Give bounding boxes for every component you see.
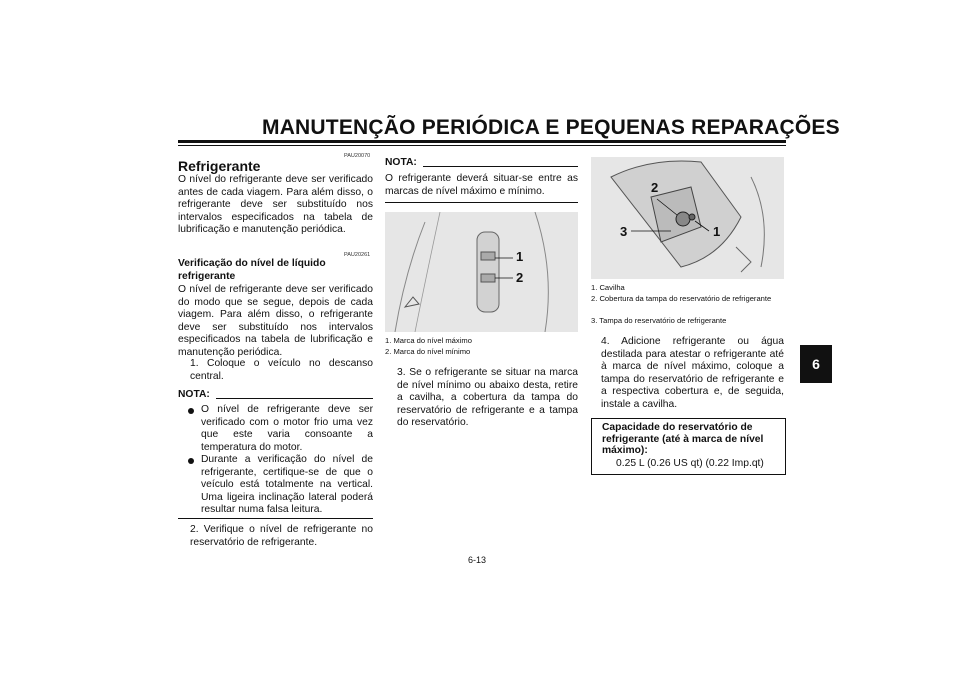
nota-bullet-2: Durante a verificação do nível de refrigerante, certifique-se de que o veículo está totalmente na vertical. Uma ligeira inclinação lateral poderá resultar numa falsa leitura. [201,454,373,516]
chapter-tab: 6 [800,345,832,383]
figure-caption: 1. Marca do nível máximo [385,336,472,345]
nota-bullet-1: O nível de refrigerante deve ser verificado com o motor frio uma vez que este varia consoante a temperatura do motor. [201,404,373,453]
page-title: MANUTENÇÃO PERIÓDICA E PEQUENAS REPARAÇÕES [262,116,840,139]
figure-caption: 2. Cobertura da tampa do reservatório de refrigerante [591,294,772,303]
figure-label: 2 [516,270,524,285]
header-rule-thick [178,140,786,143]
check-paragraph: O nível de refrigerante deve ser verificado do modo que se segue, depois de cada viagem. Para além disso, o refrigerante deve ser substituído nos intervalos especificados na tabela de lubrificação e manutenção periódica. [178,284,373,358]
step-3: 3. Se o refrigerante se situar na marca de nível mínimo ou abaixo desta, retire a cavilha, a cobertura da tampa do reservatório de refrigerante e a tampa do reservatório. [397,367,578,429]
subsection-heading: Verificação do nível de líquido refrigerante [178,258,326,282]
figure-label: 1 [516,249,524,264]
nota-end-rule [178,518,373,519]
nota-label: NOTA: [178,389,210,400]
step-1: 1. Coloque o veículo no descanso central. [190,358,373,382]
nota-rule [216,398,373,399]
section-heading: Refrigerante [178,158,261,174]
nota-end-rule [385,202,578,203]
nota-label: NOTA: [385,157,417,168]
spec-title: Capacidade do reservatório de refrigerante (até à marca de nível máximo): [602,422,764,456]
intro-paragraph: O nível do refrigerante deve ser verificado antes de cada viagem. Para além disso, o refrigerante deve ser substituído nos intervalos especificados na tabela de lubrificação e manutenção periódica. [178,174,373,236]
header-rule-thin [178,145,786,146]
spec-box [591,418,786,475]
nota-rule [423,166,578,167]
figure-label: 1 [713,224,721,239]
section-code: PAU20070 [344,153,371,159]
figure-caption: 3. Tampa do reservatório de refrigerante [591,316,727,325]
figure-label: 2 [651,180,659,195]
page-number: 6-13 [468,555,487,565]
spec-value: 0.25 L (0.26 US qt) (0.22 Imp.qt) [616,458,764,469]
step-4: 4. Adicione refrigerante ou água destilada para atestar o refrigerante até à marca de nível máximo, coloque a tampa do reservatório de refrigerante e a respectiva cobertura e, de seguida, instale a cavilha. [601,336,784,410]
nota-text: O refrigerante deverá situar-se entre as marcas de nível máximo e mínimo. [385,173,578,197]
figure-caption: 2. Marca do nível mínimo [385,347,471,356]
step-2: 2. Verifique o nível de refrigerante no reservatório de refrigerante. [190,524,373,548]
coolant-level-figure [385,212,578,332]
figure-caption: 1. Cavilha [591,283,625,292]
figure-label: 3 [620,224,628,239]
bullet-dot [188,458,194,464]
subsection-code: PAU20261 [344,252,371,258]
bullet-dot [188,408,194,414]
reservoir-cap-figure [591,157,784,279]
